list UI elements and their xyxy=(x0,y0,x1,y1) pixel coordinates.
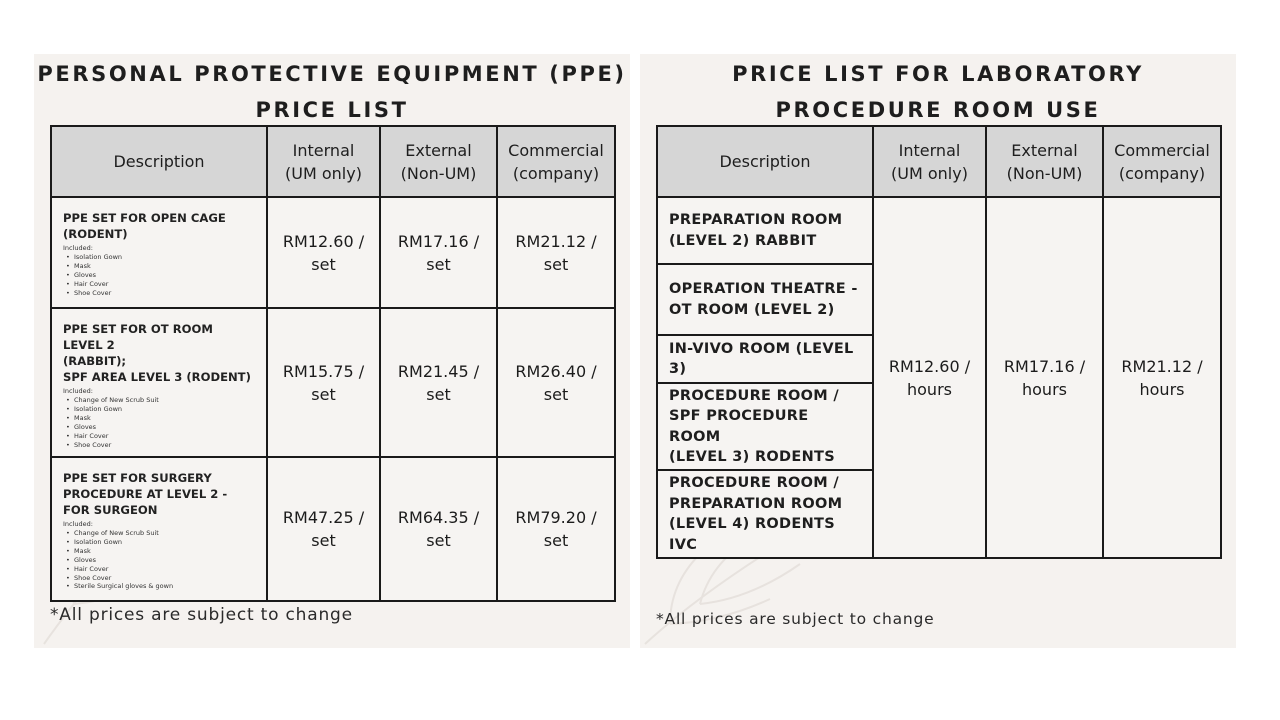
included-items-list xyxy=(63,396,256,449)
internal-price: RM12.60 / set xyxy=(267,197,380,308)
list-item: • Mask xyxy=(66,262,256,271)
ppe-item-title: FOR SURGEON xyxy=(63,503,158,517)
ppe-item-title: PPE SET FOR OPEN CAGE xyxy=(63,211,226,225)
commercial-price: RM79.20 / set xyxy=(497,457,615,601)
ppe-price-table xyxy=(50,125,616,602)
list-item: • Shoe Cover xyxy=(66,289,256,298)
room-name: IN-VIVO ROOM (LEVEL 3) xyxy=(657,335,873,383)
header-description: Description xyxy=(657,126,873,197)
lab-room-price-list-panel xyxy=(640,54,1236,648)
list-item: • Gloves xyxy=(66,556,256,565)
header-commercial: Commercial (company) xyxy=(497,126,615,197)
header-internal: Internal (UM only) xyxy=(873,126,986,197)
ppe-price-list-panel xyxy=(34,54,630,648)
included-items-list xyxy=(63,529,256,591)
room-name: PROCEDURE ROOM / PREPARATION ROOM (LEVEL 4) RODENTS IVC xyxy=(657,470,873,558)
table-row xyxy=(51,197,615,308)
ppe-row-description xyxy=(51,197,267,308)
list-item: • Change of New Scrub Suit xyxy=(66,396,256,405)
list-item: • Mask xyxy=(66,414,256,423)
room-name: PREPARATION ROOM (LEVEL 2) RABBIT xyxy=(657,197,873,264)
external-price: RM64.35 / set xyxy=(380,457,497,601)
external-price: RM17.16 / hours xyxy=(986,197,1103,558)
price-change-note: *All prices are subject to change xyxy=(656,610,935,628)
list-item: • Change of New Scrub Suit xyxy=(66,529,256,538)
ppe-title-line-1: PERSONAL PROTECTIVE EQUIPMENT (PPE) xyxy=(37,62,627,86)
table-row xyxy=(51,308,615,457)
list-item: • Hair Cover xyxy=(66,565,256,574)
lab-title-line-2: PROCEDURE ROOM USE xyxy=(775,98,1101,122)
ppe-item-title: (RODENT) xyxy=(63,227,128,241)
lab-title-line-1: PRICE LIST FOR LABORATORY xyxy=(732,62,1144,86)
list-item: • Isolation Gown xyxy=(66,253,256,262)
ppe-row-description xyxy=(51,457,267,601)
ppe-item-title: SPF AREA LEVEL 3 (RODENT) xyxy=(63,370,251,384)
internal-price: RM47.25 / set xyxy=(267,457,380,601)
list-item: • Gloves xyxy=(66,271,256,280)
table-header-row xyxy=(51,126,615,197)
header-external: External (Non-UM) xyxy=(380,126,497,197)
lab-room-price-table xyxy=(656,125,1222,559)
included-label: Included: xyxy=(63,520,93,528)
room-name: PROCEDURE ROOM / SPF PROCEDURE ROOM (LEVEL 3) RODENTS xyxy=(657,383,873,470)
list-item: • Mask xyxy=(66,547,256,556)
ppe-row-description xyxy=(51,308,267,457)
header-description: Description xyxy=(51,126,267,197)
ppe-item-title: PPE SET FOR SURGERY xyxy=(63,471,212,485)
lab-title xyxy=(640,56,1236,128)
external-price: RM21.45 / set xyxy=(380,308,497,457)
list-item: • Sterile Surgical gloves & gown xyxy=(66,582,256,591)
ppe-item-title: PPE SET FOR OT ROOM LEVEL 2 xyxy=(63,322,213,352)
list-item: • Hair Cover xyxy=(66,432,256,441)
price-change-note: *All prices are subject to change xyxy=(50,605,353,625)
included-items-list xyxy=(63,253,256,298)
included-label: Included: xyxy=(63,387,93,395)
list-item: • Shoe Cover xyxy=(66,574,256,583)
table-row xyxy=(51,457,615,601)
list-item: • Isolation Gown xyxy=(66,405,256,414)
commercial-price: RM26.40 / set xyxy=(497,308,615,457)
header-commercial: Commercial (company) xyxy=(1103,126,1221,197)
external-price: RM17.16 / set xyxy=(380,197,497,308)
list-item: • Shoe Cover xyxy=(66,441,256,450)
header-external: External (Non-UM) xyxy=(986,126,1103,197)
internal-price: RM12.60 / hours xyxy=(873,197,986,558)
included-label: Included: xyxy=(63,244,93,252)
ppe-item-title: (RABBIT); xyxy=(63,354,127,368)
commercial-price: RM21.12 / hours xyxy=(1103,197,1221,558)
internal-price: RM15.75 / set xyxy=(267,308,380,457)
table-row xyxy=(657,197,1221,264)
table-header-row xyxy=(657,126,1221,197)
header-internal: Internal (UM only) xyxy=(267,126,380,197)
list-item: • Hair Cover xyxy=(66,280,256,289)
ppe-item-title: PROCEDURE AT LEVEL 2 - xyxy=(63,487,228,501)
list-item: • Gloves xyxy=(66,423,256,432)
room-name: OPERATION THEATRE - OT ROOM (LEVEL 2) xyxy=(657,264,873,335)
list-item: • Isolation Gown xyxy=(66,538,256,547)
ppe-title xyxy=(34,56,630,128)
ppe-title-line-2: PRICE LIST xyxy=(255,98,409,122)
commercial-price: RM21.12 / set xyxy=(497,197,615,308)
